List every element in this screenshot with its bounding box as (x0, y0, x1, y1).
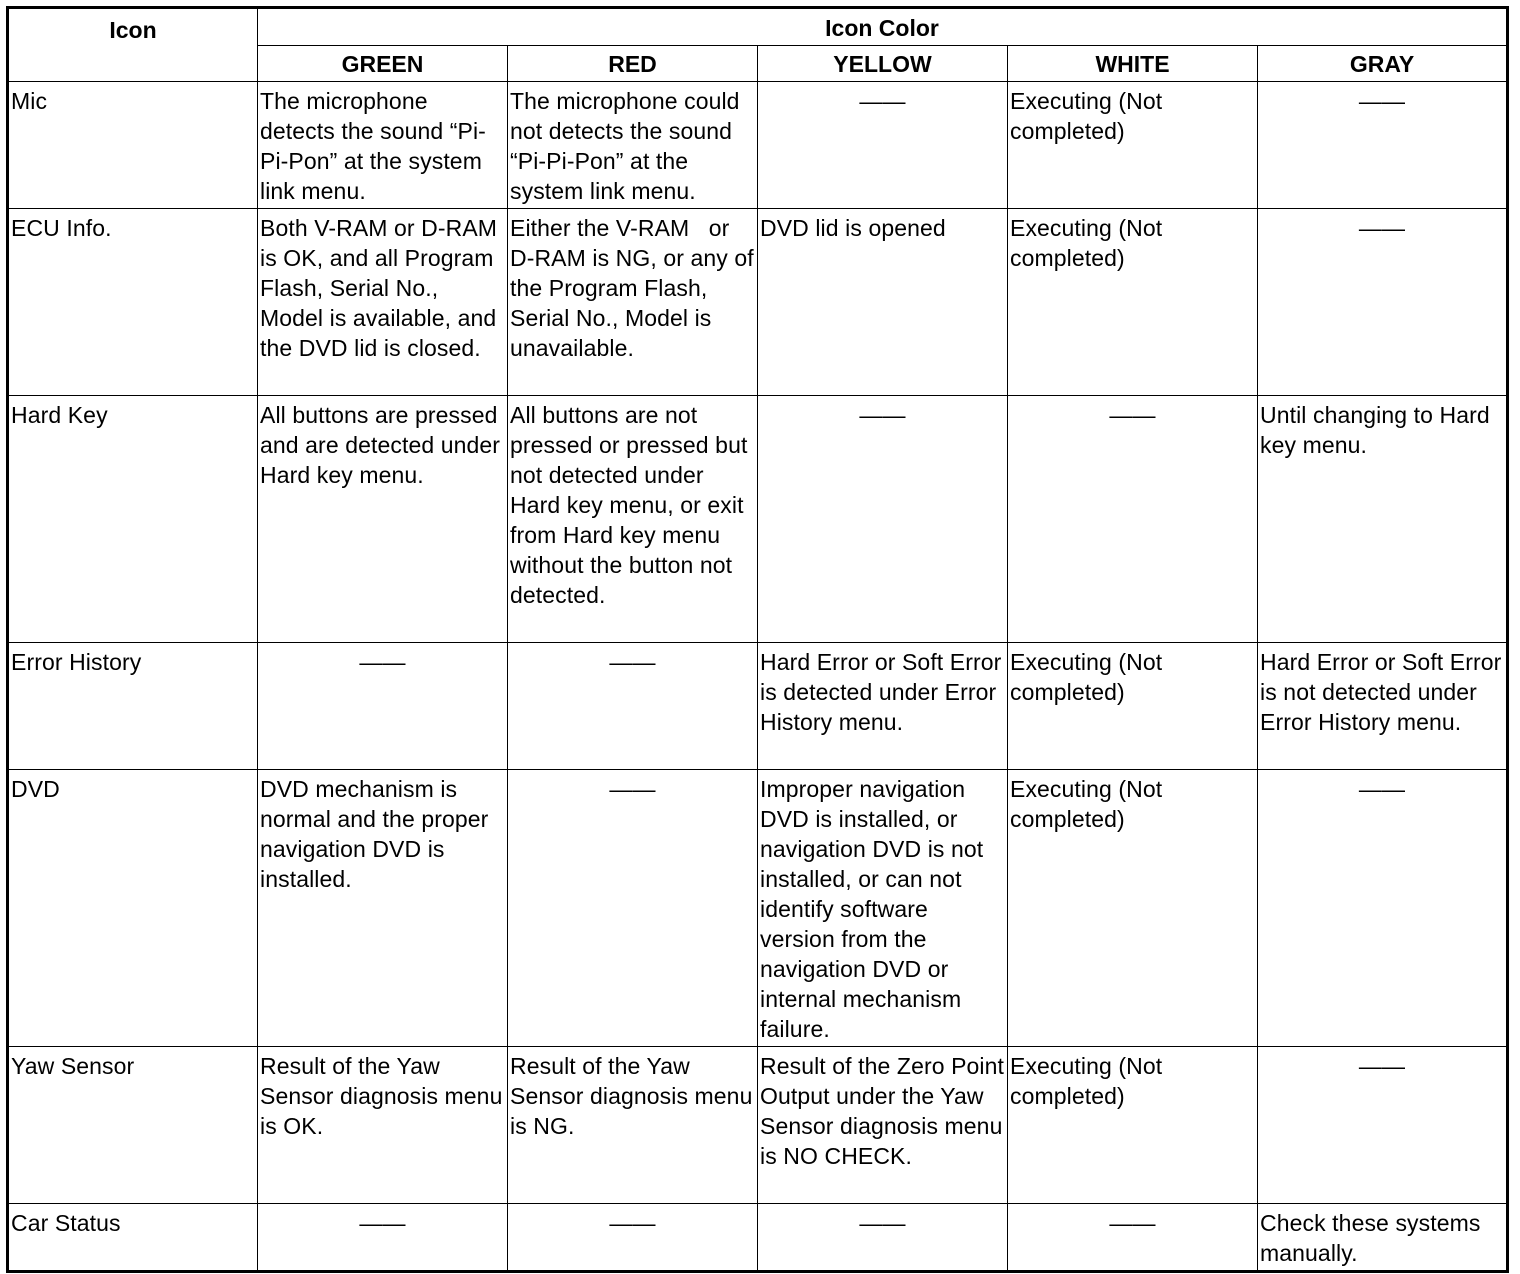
row-icon-label: Yaw Sensor (8, 1047, 258, 1204)
cell-white: Executing (Not completed) (1008, 82, 1258, 209)
cell-green: —— (258, 643, 508, 770)
row-icon-label: Error History (8, 643, 258, 770)
cell-red: —— (508, 643, 758, 770)
cell-gray: Until changing to Hard key menu. (1258, 396, 1508, 643)
row-icon-label: Hard Key (8, 396, 258, 643)
cell-yellow: Hard Error or Soft Error is detected under Error History menu. (758, 643, 1008, 770)
row-icon-label: ECU Info. (8, 209, 258, 396)
cell-yellow: —— (758, 82, 1008, 209)
cell-gray: —— (1258, 770, 1508, 1047)
cell-red: Result of the Yaw Sensor diagnosis menu is NG. (508, 1047, 758, 1204)
header-white: WHITE (1008, 46, 1258, 82)
cell-red: —— (508, 1204, 758, 1272)
header-gray: GRAY (1258, 46, 1508, 82)
icon-color-table (6, 6, 1509, 1273)
cell-white: Executing (Not completed) (1008, 1047, 1258, 1204)
icon-color-table-container (6, 6, 1509, 1273)
cell-green: DVD mechanism is normal and the proper navigation DVD is installed. (258, 770, 508, 1047)
row-icon-label: Mic (8, 82, 258, 209)
row-icon-label: Car Status (8, 1204, 258, 1272)
cell-red: Either the V-RAM or D-RAM is NG, or any of the Program Flash, Serial No., Model is unavailable. (508, 209, 758, 396)
table-row-car-status (8, 1204, 1508, 1272)
header-yellow: YELLOW (758, 46, 1008, 82)
row-icon-label: DVD (8, 770, 258, 1047)
header-red: RED (508, 46, 758, 82)
cell-white: —— (1008, 1204, 1258, 1272)
cell-green: The microphone detects the sound “Pi-Pi-Pon” at the system link menu. (258, 82, 508, 209)
header-row-top (8, 8, 1508, 46)
cell-yellow: —— (758, 1204, 1008, 1272)
cell-yellow: Result of the Zero Point Output under the Yaw Sensor diagnosis menu is NO CHECK. (758, 1047, 1008, 1204)
table-row-dvd (8, 770, 1508, 1047)
cell-gray: Check these systems manually. (1258, 1204, 1508, 1272)
cell-yellow: DVD lid is opened (758, 209, 1008, 396)
cell-gray: —— (1258, 82, 1508, 209)
cell-gray: Hard Error or Soft Error is not detected under Error History menu. (1258, 643, 1508, 770)
cell-yellow: —— (758, 396, 1008, 643)
cell-white: Executing (Not completed) (1008, 209, 1258, 396)
cell-red: —— (508, 770, 758, 1047)
cell-gray: —— (1258, 209, 1508, 396)
cell-white: —— (1008, 396, 1258, 643)
cell-red: All buttons are not pressed or pressed but not detected under Hard key menu, or exit from Hard key menu without the button not detected. (508, 396, 758, 643)
cell-gray: —— (1258, 1047, 1508, 1204)
cell-green: All buttons are pressed and are detected under Hard key menu. (258, 396, 508, 643)
table-row-hard-key (8, 396, 1508, 643)
cell-yellow: Improper navigation DVD is installed, or navigation DVD is not installed, or can not identify software version from the navigation DVD or internal mechanism failure. (758, 770, 1008, 1047)
cell-green: Result of the Yaw Sensor diagnosis menu is OK. (258, 1047, 508, 1204)
table-row-mic (8, 82, 1508, 209)
header-icon: Icon (8, 8, 258, 82)
table-row-yaw-sensor (8, 1047, 1508, 1204)
header-green: GREEN (258, 46, 508, 82)
cell-white: Executing (Not completed) (1008, 770, 1258, 1047)
table-row-error-history (8, 643, 1508, 770)
cell-green: Both V-RAM or D-RAM is OK, and all Program Flash, Serial No., Model is available, and the DVD lid is closed. (258, 209, 508, 396)
header-icon-color: Icon Color (258, 8, 1508, 46)
cell-green: —— (258, 1204, 508, 1272)
cell-red: The microphone could not detects the sound “Pi-Pi-Pon” at the system link menu. (508, 82, 758, 209)
cell-white: Executing (Not completed) (1008, 643, 1258, 770)
table-row-ecu-info (8, 209, 1508, 396)
